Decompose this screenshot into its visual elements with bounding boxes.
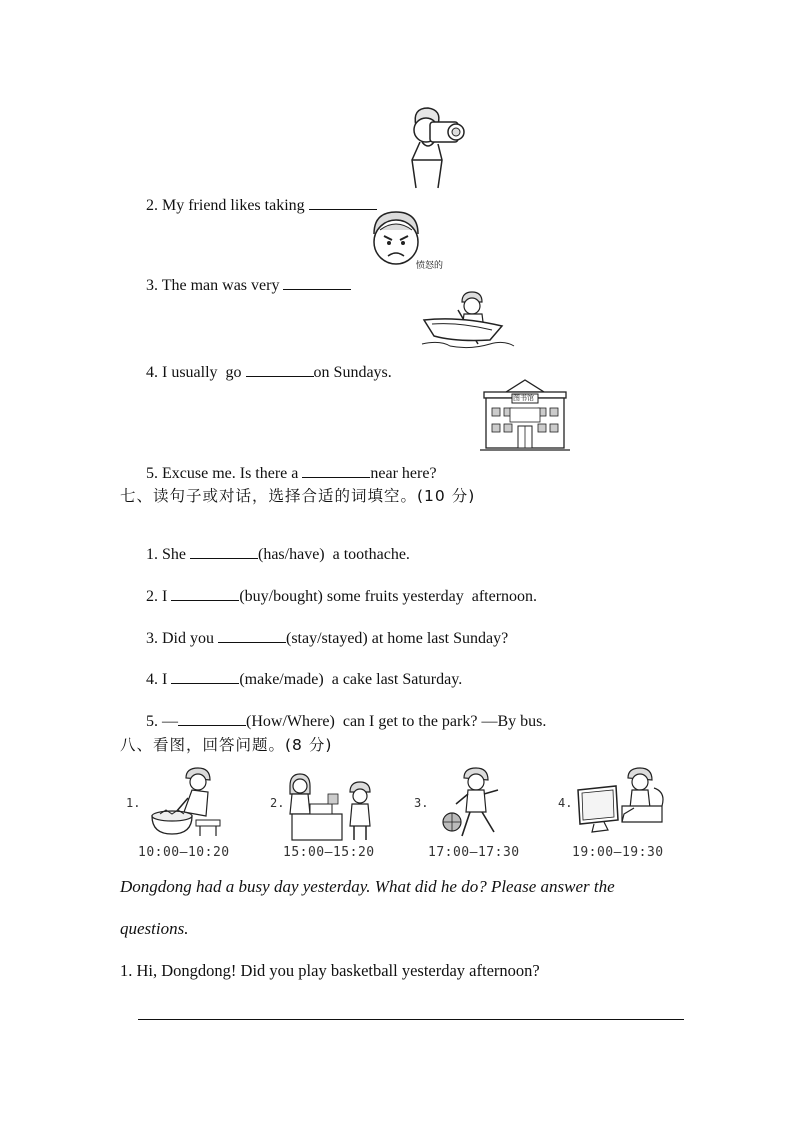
washing-clothes-picture: [148, 766, 228, 838]
fill-blank[interactable]: [190, 544, 258, 559]
s7-item-4: 4. I (make/made) a cake last Saturday.: [146, 671, 463, 688]
picture-2-time: 15:00—15:20: [283, 845, 375, 860]
fill-blank[interactable]: [309, 195, 377, 210]
fill-blank[interactable]: [171, 669, 239, 684]
fill-blank[interactable]: [302, 463, 370, 478]
watching-tv-picture: [574, 766, 666, 838]
fill-blank[interactable]: [283, 275, 351, 290]
picture-1-time: 10:00—10:20: [138, 845, 230, 860]
section8-heading: 八、看图，回答问题。(8 分): [120, 736, 333, 754]
fill-blank[interactable]: [178, 711, 246, 726]
basketball-picture: [440, 766, 506, 838]
picture-4-number: 4.: [558, 796, 573, 810]
question-1: 1. Hi, Dongdong! Did you play basketball yesterday afternoon?: [120, 961, 540, 980]
shopping-picture: [288, 772, 378, 842]
picture-2-number: 2.: [270, 796, 285, 810]
section7-heading: 七、读句子或对话，选择合适的词填空。(10 分): [120, 487, 476, 505]
picture-4-time: 19:00—19:30: [572, 845, 664, 860]
s6-item-3: 3. The man was very: [138, 255, 351, 296]
picture-3-time: 17:00—17:30: [428, 845, 520, 860]
camera-boy-picture: [398, 102, 470, 190]
fill-blank[interactable]: [171, 586, 239, 601]
s7-item-5: 5. — (How/Where) can I get to the park? —By bus.: [146, 713, 547, 730]
boating-boy-picture: [420, 290, 516, 354]
library-sign: 图书馆: [513, 394, 534, 402]
s6-item-4: 4. I usually go on Sundays.: [146, 364, 392, 381]
section8-intro-line1: Dongdong had a busy day yesterday. What did he do? Please answer the: [120, 877, 615, 896]
fill-blank[interactable]: [246, 362, 314, 377]
picture-3-number: 3.: [414, 796, 429, 810]
s7-item-3: 3. Did you (stay/stayed) at home last Sunday?: [146, 630, 509, 647]
fill-blank[interactable]: [218, 628, 286, 643]
section8-intro-line2: questions.: [120, 919, 189, 938]
s7-item-1: 1. She (has/have) a toothache.: [146, 546, 410, 563]
answer-line[interactable]: [138, 1019, 684, 1020]
s7-item-2: 2. I (buy/bought) some fruits yesterday afternoon.: [146, 588, 538, 605]
s6-item-2: 2. My friend likes taking: [138, 175, 377, 216]
s6-item-5: 5. Excuse me. Is there a near here?: [146, 465, 437, 482]
picture-1-number: 1.: [126, 796, 141, 810]
library-picture: [480, 378, 570, 452]
angry-caption: 愤怒的: [416, 261, 444, 271]
